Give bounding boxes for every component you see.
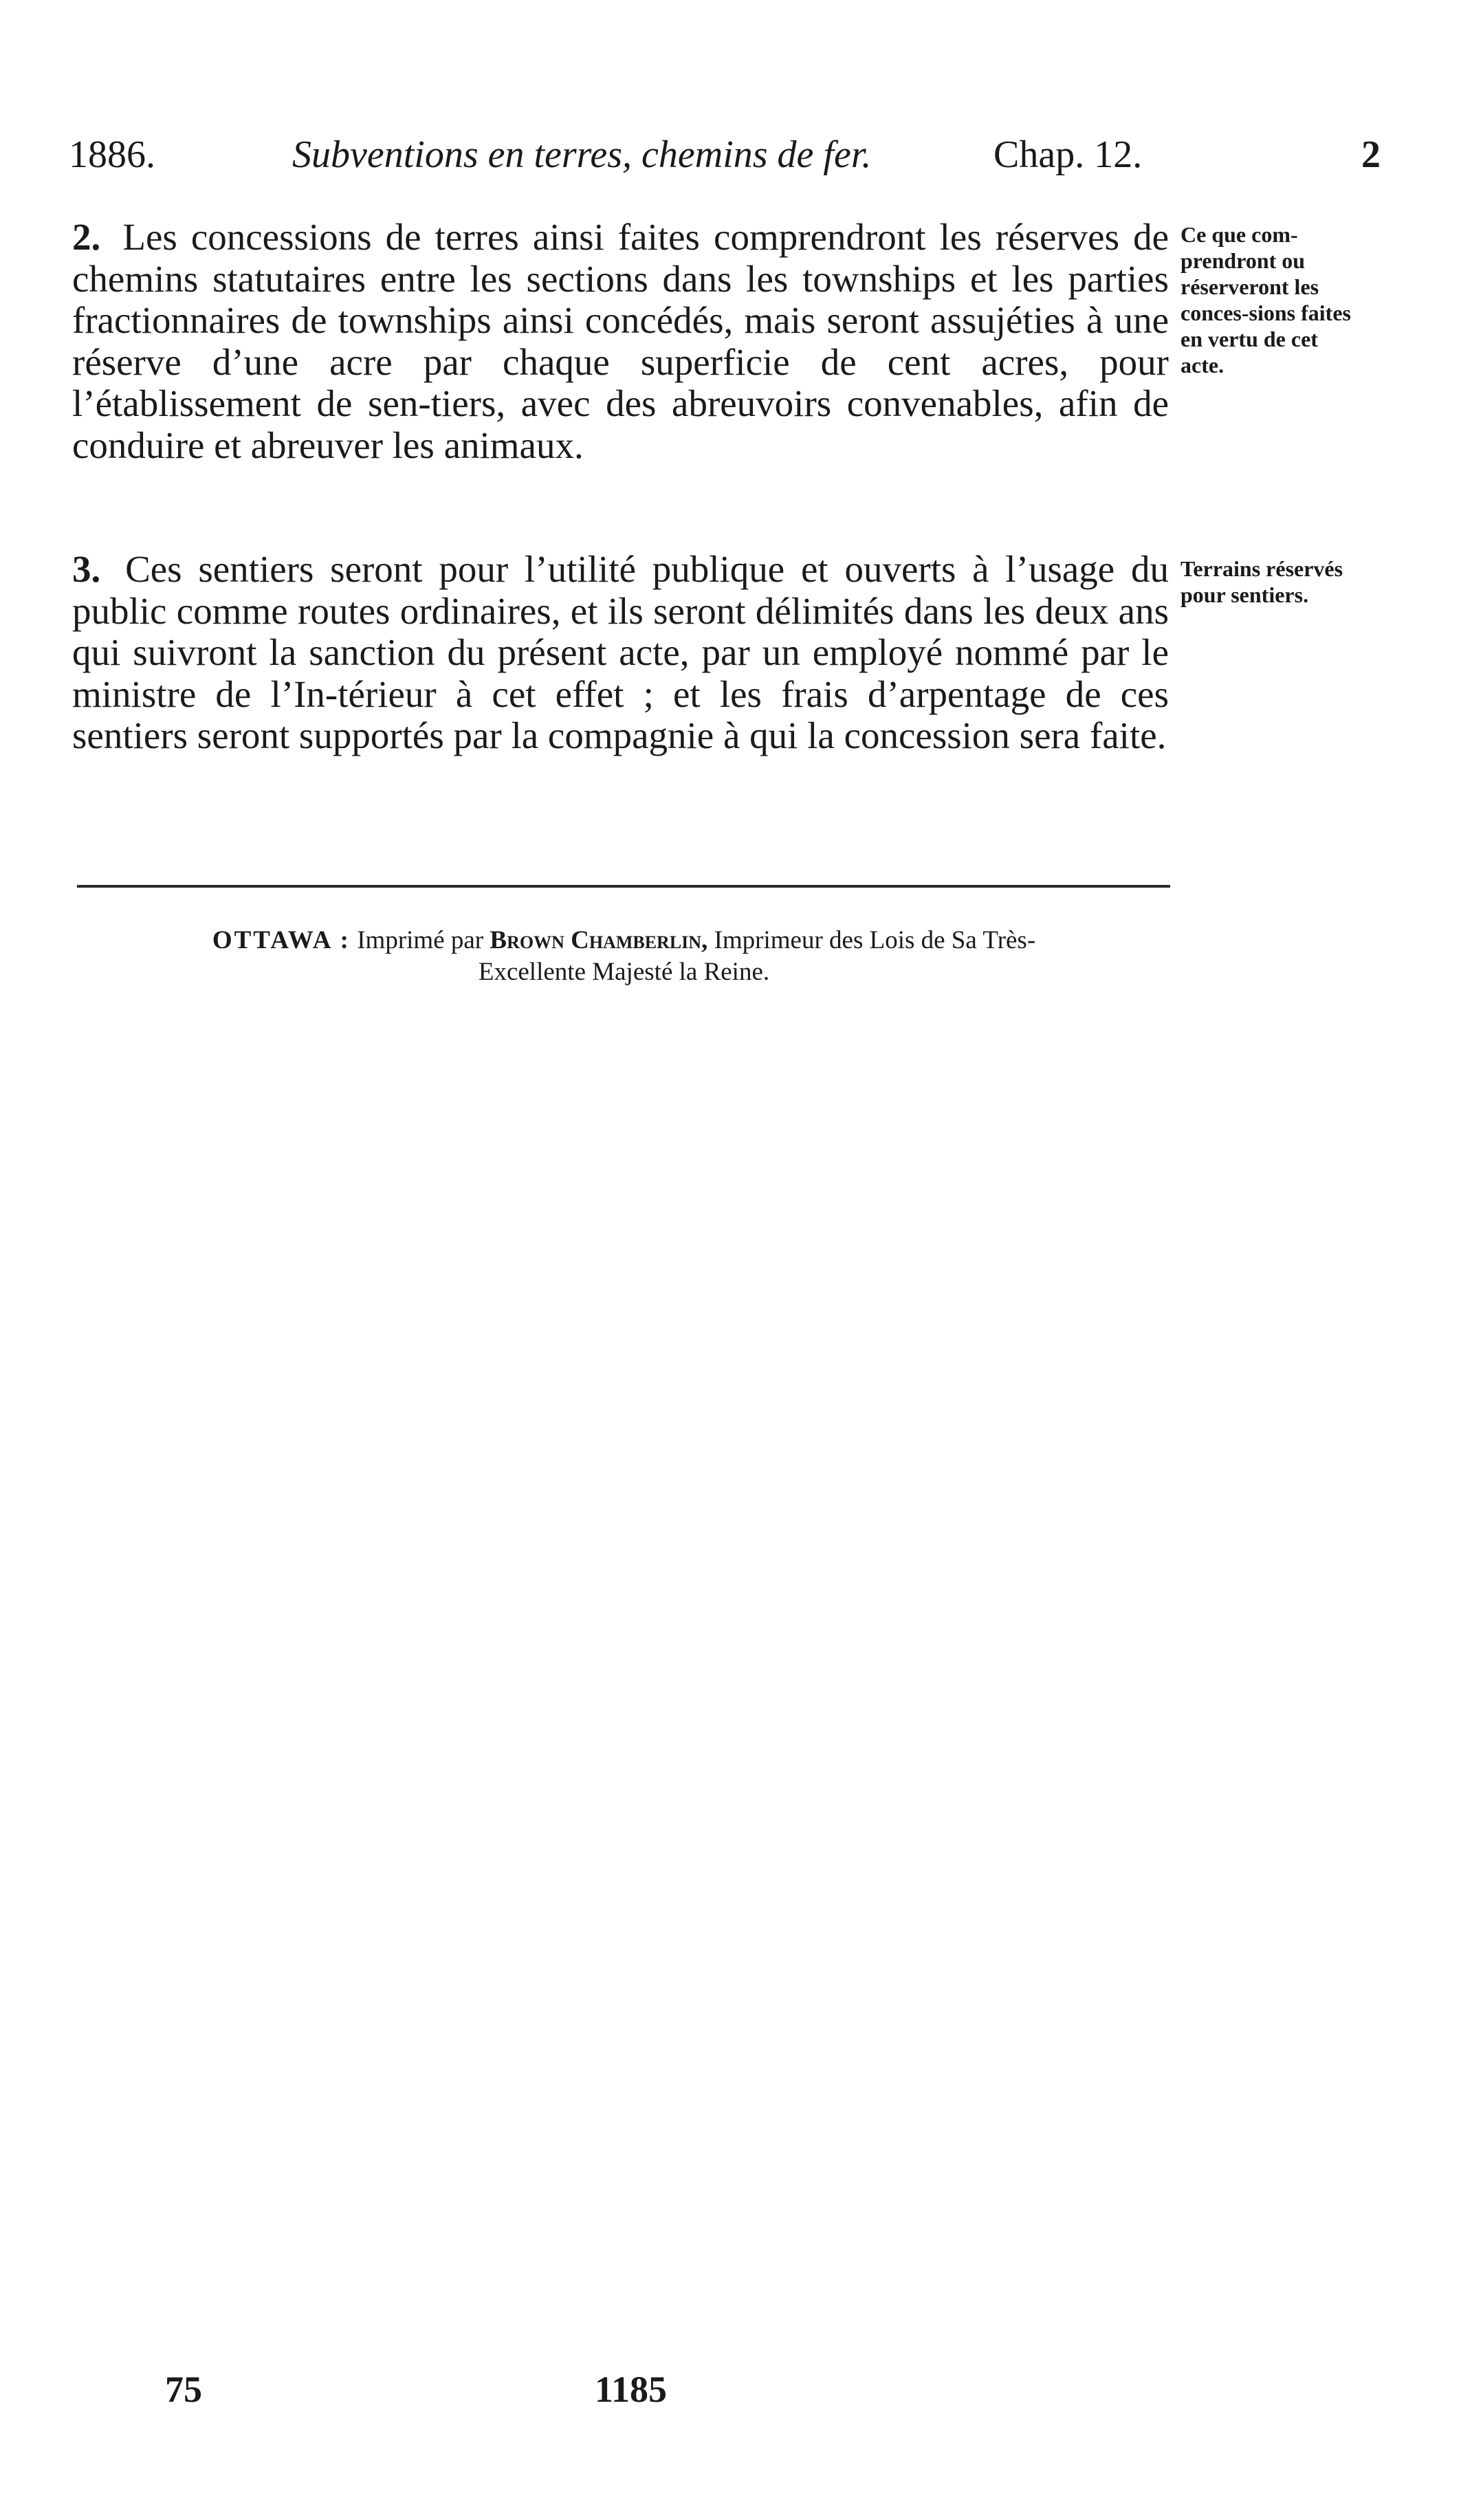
divider-rule [77, 885, 1170, 888]
section-number: 3. [72, 548, 101, 590]
section-paragraph-2 [72, 217, 1169, 466]
imprint-line-1 [72, 925, 1176, 956]
signature-mark: 75 [165, 2369, 202, 2410]
header-running-title: Subventions en terres, chemins de fer. [292, 133, 872, 176]
header-page-number: 2 [1361, 133, 1381, 176]
section-paragraph-3 [72, 549, 1169, 757]
imprint-city: OTTAWA : [212, 926, 351, 954]
marginal-note: Terrains réservés pour sentiers. [1180, 556, 1343, 607]
running-header [69, 131, 1381, 179]
imprint-line-2: Excellente Majesté la Reine. [478, 958, 770, 986]
section-text: Les concessions de terres ainsi faites comprendront les réserves de chemins statutaires entre les sections dans les townships et les parties fractionnaires de townships ainsi concédés, mais seront assujéties à une réserve d’une acre par chaque superficie de cent acres, pour l’établissement de sen-tiers, avec des abreuvoirs convenables, afin de conduire et abreuver les animaux. [72, 216, 1169, 466]
imprint-printer-name: Brown Chamberlin, [490, 926, 708, 954]
page-footer [0, 2365, 1483, 2413]
section-text: Ces sentiers seront pour l’utilité publique et ouverts à l’usage du public comme routes ordinaires, et ils seront délimités dans les deux ans qui suivront la sanction du présent acte, par un employé nommé par le ministre de l’In-térieur à cet effet ; et les frais d’arpentage de ces sentiers seront supportés par la compagnie à qui la concession sera faite. [72, 548, 1169, 756]
printer-imprint [72, 925, 1176, 988]
header-year: 1886. [69, 133, 155, 176]
folio-number: 1185 [595, 2369, 668, 2410]
imprint-title: Imprimeur des Lois de Sa Très- [714, 926, 1036, 954]
marginal-note: Ce que com-prendront ou réserveront les conces-sions faites en vertu de cet acte. [1180, 222, 1351, 377]
header-chapter: Chap. 12. [993, 133, 1143, 176]
imprint-printed-by: Imprimé par [357, 926, 484, 954]
section-number: 2. [72, 216, 101, 258]
